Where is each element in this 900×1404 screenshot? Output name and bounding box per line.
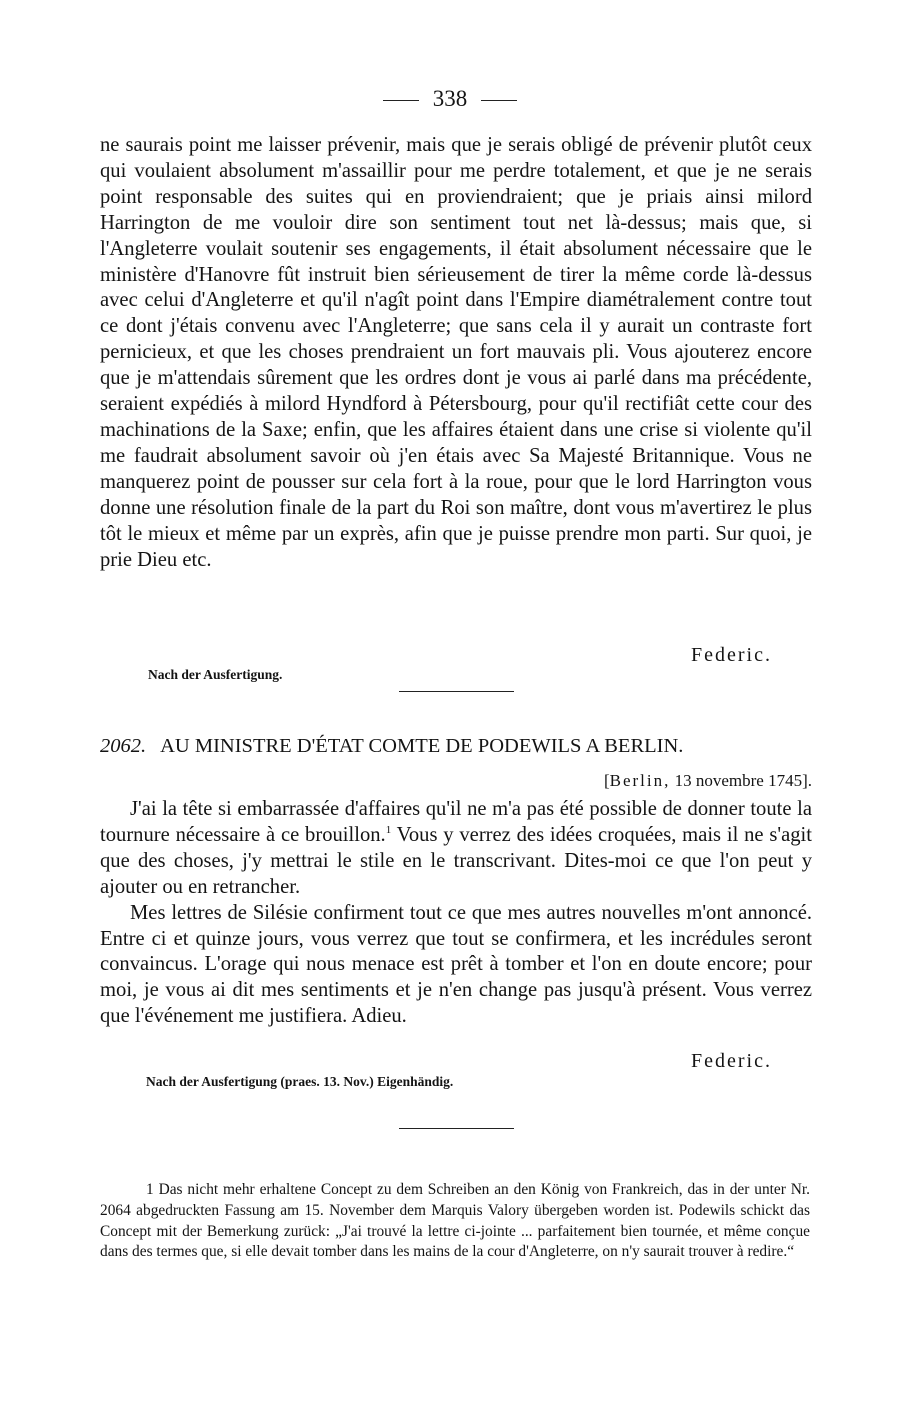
letter-paragraph-2: Mes lettres de Silésie confirment tout ce que mes autres nouvelles m'ont annoncé. Entre ci et quinze jours, vous verrez que tout se confirmera, et les incrédules seront convaincus. L'orage qui nous menace est prêt à tomber et l'on en doute encore; pour moi, je vous ai dit mes sentiments et je n'en change pas jusqu'à présent. Vous verrez que l'événement me justifiera. Adieu. — [100, 901, 812, 1028]
section-divider — [399, 691, 514, 692]
letter-title: AU MINISTRE D'ÉTAT COMTE DE PODEWILS A BERLIN. — [160, 735, 684, 757]
previous-letter-body: ne saurais point me laisser prévenir, mais que je serais obligé de prévenir plutôt ceux qui voulaient absolument m'assaillir pour me perdre totalement, et que je ne serais point responsable des suites qui en proviendraient; que je priais ainsi milord Harrington de me vouloir dire son sentiment tout net là-dessus; mais que, si l'Angleterre voulait soutenir ses engagements, il était absolument nécessaire que le ministère d'Hanovre fût instruit bien sérieusement de tirer la même corde là-dessus avec celui d'Angleterre et qu'il n'agît point dans l'Empire diamétralement contre tout ce dont j'étais convenu avec l'Angleterre; que sans cela il y aurait un contraste fort pernicieux, et que les choses prendraient un fort mauvais pli. Vous ajouterez encore que je m'attendais sûrement que les ordres dont je vous ai parlé dans ma précédente, seraient expédiés à milord Hyndford à Pétersbourg, pour qu'il rectifiât cette cour des machinations de la Saxe; enfin, que les affaires étaient dans une crise si violente qu'il me faudrait absolument savoir où j'en étais avec Sa Majesté Britannique. Vous ne manquerez point de pousser sur cela fort à la roue, pour que le lord Harrington vous donne une résolution finale de la part du Roi son maître, dont vous m'avertirez le plus tôt le mieux et même par un exprès, afin que je puisse prendre mon parti. Sur quoi, je prie Dieu etc. — [100, 134, 812, 571]
footnote-divider — [399, 1128, 514, 1129]
footnote-reference: 1 — [385, 824, 392, 837]
dateline-date: 13 novembre 1745]. — [674, 771, 812, 790]
dateline-place: Berlin, — [609, 771, 671, 790]
dateline: [Berlin, 13 novembre 1745]. — [603, 771, 812, 790]
source-note-letter-2062: Nach der Ausfertigung (praes. 13. Nov.) Eigenhändig. — [146, 1074, 454, 1089]
footnote-marker: 1 — [146, 1181, 154, 1198]
letter-heading — [100, 735, 812, 758]
source-note-previous-letter: Nach der Ausfertigung. — [148, 667, 283, 682]
previous-letter-text — [100, 133, 812, 573]
signature-letter-2062: Federic. — [691, 1050, 772, 1072]
footnote-text: 1 Das nicht mehr erhaltene Concept zu dem Schreiben an den König von Frankreich, das in der unter Nr. 2064 abgedruckten Fassung am 15. November dem Marquis Valory übergeben worden ist. Podewils schickt das Concept mit der Bemerkung zurück: „J'ai trouvé la lettre ci-jointe ... parfaitement bien tournée, et même conçue dans des termes que, si elle devait tomber dans les mains de la cour d'Angleterre, on n'y saurait trouver à redire.“ — [100, 1181, 810, 1261]
letter-paragraph-1: J'ai la tête si embarrassée d'affaires qu'il ne m'a pas été possible de donner toute la tournure nécessaire à ce brouillon.$^1$ Vous y verrez des idées croquées, mais il ne s'agit que des choses, j'y mettrai le stile en le transcrivant. Dites-moi ce que l'on peut y ajouter ou en retrancher. — [100, 798, 812, 898]
footnote — [100, 1180, 810, 1263]
letter-2062-text — [100, 797, 812, 1030]
page-number: 338 — [432, 86, 468, 111]
letter-number: 2062. — [100, 735, 147, 757]
page-header — [0, 86, 900, 112]
header-rule-left — [383, 100, 419, 101]
signature-previous-letter: Federic. — [691, 644, 772, 666]
header-rule-right — [481, 100, 517, 101]
